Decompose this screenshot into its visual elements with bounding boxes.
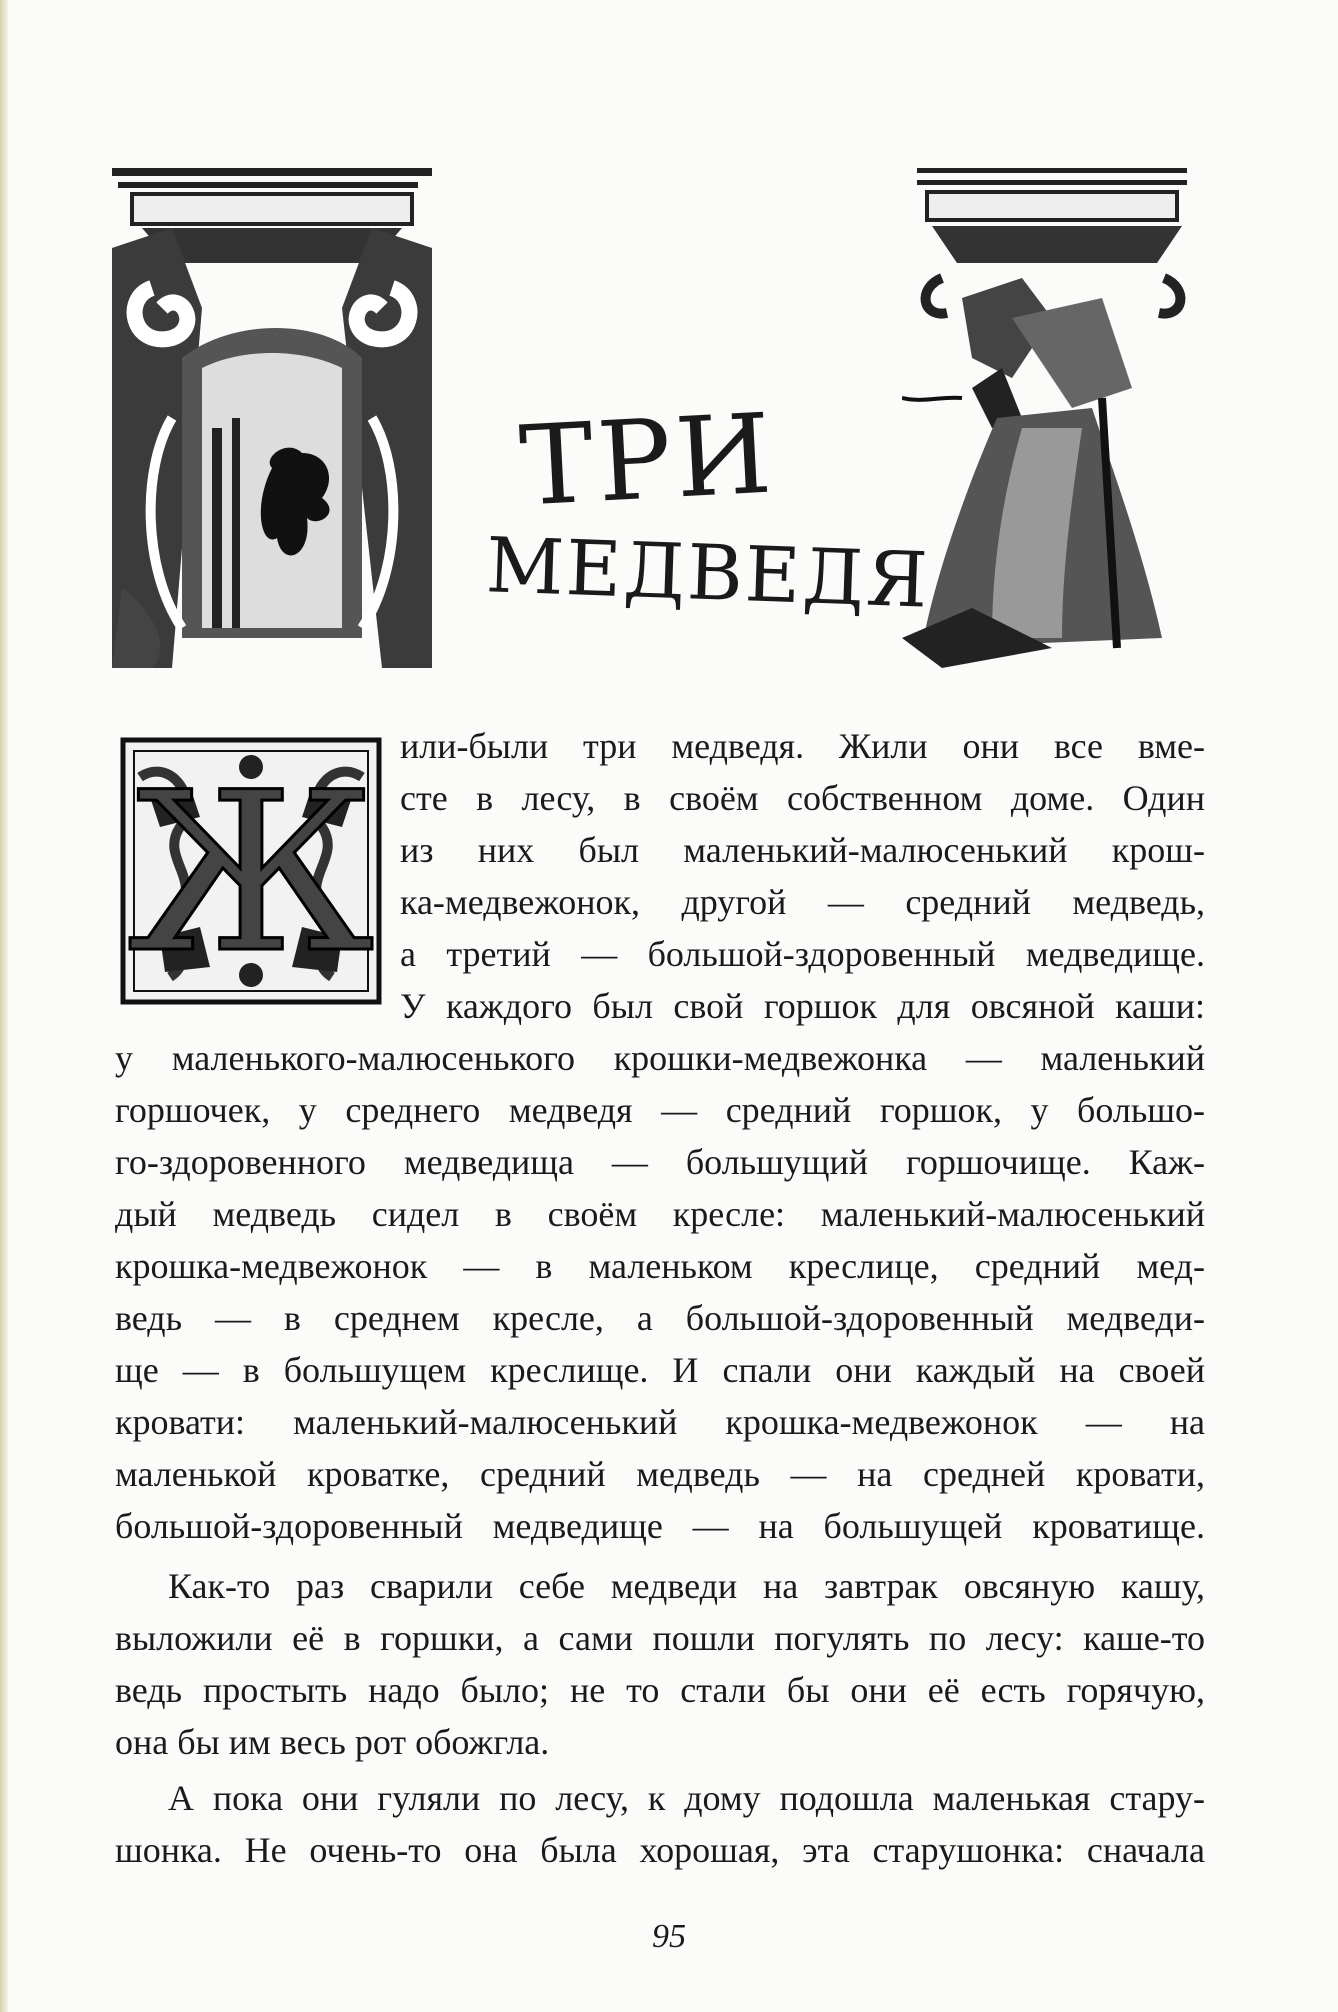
text-line: го-здоровенного медведища — большущий горшочище. Каж- xyxy=(115,1142,1205,1182)
text-line: кровати: маленький-малюсенький крошка-медвежонок — на xyxy=(115,1402,1205,1442)
text-line: горшочек, у среднего медведя — средний горшок, у большо- xyxy=(115,1090,1205,1130)
text-line: дый медведь сидел в своём кресле: маленький-малюсенький xyxy=(115,1194,1205,1234)
text-line: шонка. Не очень-то она была хорошая, эта старушонка: сначала xyxy=(115,1830,1205,1870)
text-line: ка-медвежонок, другой — средний медведь, xyxy=(400,882,1205,922)
title-line-1: ТРИ xyxy=(516,389,779,531)
text-line: ведь простыть надо было; не то стали бы они её есть горячую, xyxy=(115,1670,1205,1710)
text-line: А пока они гуляли по лесу, к дому подошла маленькая стару- xyxy=(168,1778,1205,1818)
text-line: У каждого был свой горшок для овсяной каши: xyxy=(400,986,1205,1026)
text-line: крошка-медвежонок — в маленьком креслице, средний мед- xyxy=(115,1246,1205,1286)
drop-cap-letter: Ж xyxy=(127,745,375,1001)
text-line: ведь — в среднем кресле, а большой-здоровенный медведи- xyxy=(115,1298,1205,1338)
text-line: маленькой кроватке, средний медведь — на средней кровати, xyxy=(115,1454,1205,1494)
text-line: или-были три медведя. Жили они все вме- xyxy=(400,726,1205,766)
text-line: выложили её в горшки, а сами пошли погулять по лесу: каше-то xyxy=(115,1618,1205,1658)
text-line: большой-здоровенный медведище — на большущей кроватище. xyxy=(115,1506,1205,1546)
text-line: у маленького-малюсенького крошки-медвежонка — маленький xyxy=(115,1038,1205,1078)
title-line-2: МЕДВЕДЯ xyxy=(484,520,932,625)
page-number: 95 xyxy=(652,1918,686,1955)
text-line: она бы им весь рот обожгла. xyxy=(115,1722,550,1762)
text-line: ще — в большущем креслище. И спали они каждый на своей xyxy=(115,1350,1205,1390)
text-line: из них был маленький-малюсенький крош- xyxy=(400,830,1205,870)
text-line: а третий — большой-здоровенный медведище. xyxy=(400,934,1205,974)
text-line: сте в лесу, в своём собственном доме. Один xyxy=(400,778,1205,818)
text-line: Как-то раз сварили себе медведи на завтрак овсяную кашу, xyxy=(168,1566,1205,1606)
